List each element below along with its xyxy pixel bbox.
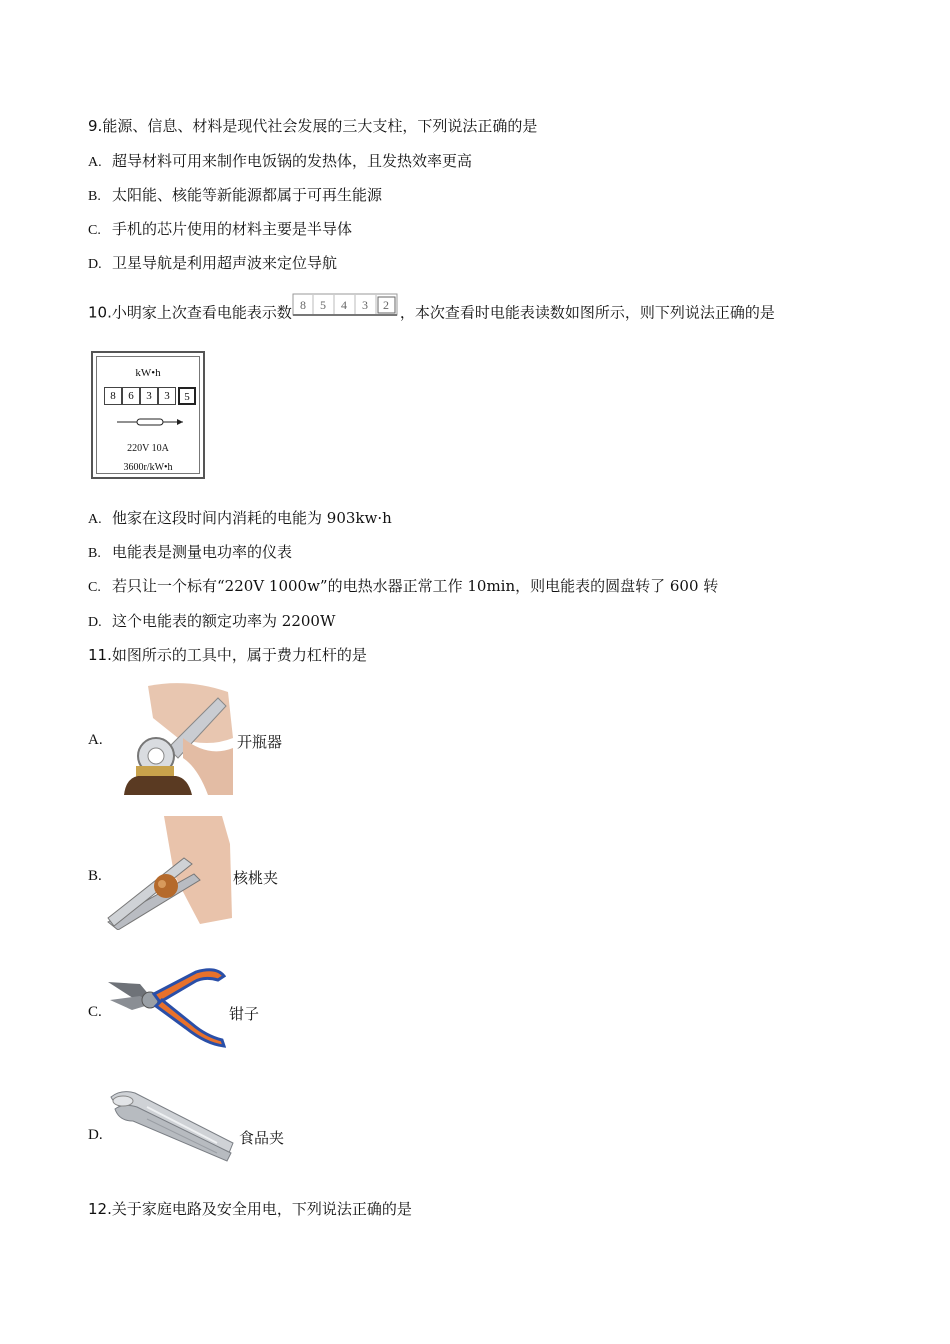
previous-meter-digits-graphic (292, 293, 400, 317)
q9-option-b-letter: B. (88, 189, 101, 204)
q11-option-b-text: 核桃夹 (233, 869, 279, 887)
prev-digit-3: 4 (340, 298, 347, 312)
prev-digit-2: 5 (319, 298, 326, 312)
q11-option-d-text: 食品夹 (239, 1129, 285, 1147)
q9-option-d-letter: D. (88, 257, 102, 272)
q11-option-a-letter: A. (88, 732, 103, 748)
electric-meter-figure (91, 351, 205, 479)
pliers-image (106, 966, 226, 1048)
q11-stem: 如图所示的工具中，属于费力杠杆的是 (111, 646, 367, 664)
q10-option-a (88, 508, 392, 530)
q10-option-b-text: 电能表是测量电功率的仪表 (112, 543, 293, 561)
meter-constant: 3600r/kW•h (123, 462, 173, 473)
food-tongs-image (107, 1087, 237, 1163)
q11-number: 11. (88, 646, 112, 664)
q10-number: 10. (88, 303, 112, 322)
q11-stem-line (88, 645, 367, 665)
q9-stem-line (88, 116, 537, 136)
q10-option-d-text: 这个电能表的额定功率为 2200W (112, 612, 336, 630)
meter-face (96, 356, 200, 474)
q10-option-c (88, 576, 718, 598)
meter-digit-3: 3 (140, 387, 158, 405)
q12-number: 12. (88, 1200, 112, 1218)
q9-option-c-text: 手机的芯片使用的材料主要是半导体 (112, 220, 353, 238)
q9-option-d-text: 卫星导航是利用超声波来定位导航 (112, 254, 338, 272)
q9-option-c (88, 219, 352, 241)
q11-option-b-letter: B. (88, 868, 102, 884)
meter-digit-1: 8 (104, 387, 122, 405)
q11-option-d-letter: D. (88, 1127, 103, 1143)
q9-option-b (88, 185, 382, 207)
q10-option-d (88, 611, 335, 633)
q10-option-b-letter: B. (88, 546, 101, 561)
meter-digits (104, 387, 196, 405)
nutcracker-image (104, 814, 232, 930)
meter-unit: kW•h (135, 367, 161, 379)
q9-option-b-text: 太阳能、核能等新能源都属于可再生能源 (112, 186, 383, 204)
q11-option-a-text: 开瓶器 (237, 733, 283, 751)
q12-stem: 关于家庭电路及安全用电，下列说法正确的是 (111, 1200, 412, 1218)
q11-option-c-text: 钳子 (229, 1005, 260, 1023)
meter-disc-indicator-icon (115, 417, 185, 427)
meter-rating: 220V 10A (127, 443, 169, 454)
q9-number: 9. (88, 117, 103, 135)
q10-stem-after: ，本次查看时电能表读数如图所示，则下列说法正确的是 (399, 303, 775, 322)
q9-option-d (88, 253, 337, 275)
q10-option-a-letter: A. (88, 512, 102, 527)
previous-meter-reading (292, 293, 400, 322)
q10-option-b (88, 542, 292, 564)
meter-digit-2: 6 (122, 387, 140, 405)
q10-option-c-text: 若只让一个标有“220V 1000w”的电热水器正常工作 10min，则电能表的圆盘转了 600 转 (112, 577, 719, 595)
prev-digit-1: 8 (299, 298, 306, 312)
q10-option-d-letter: D. (88, 615, 102, 630)
q11-option-c-letter: C. (88, 1004, 102, 1020)
q12-stem-line (88, 1199, 412, 1219)
meter-digit-4: 3 (158, 387, 176, 405)
q9-option-a (88, 151, 472, 173)
q9-option-a-text: 超导材料可用来制作电饭锅的发热体，且发热效率更高 (112, 152, 473, 170)
q10-option-c-letter: C. (88, 580, 101, 595)
q9-option-c-letter: C. (88, 223, 101, 238)
prev-digit-4: 3 (361, 298, 368, 312)
prev-digit-5: 2 (382, 298, 389, 312)
q9-stem: 能源、信息、材料是现代社会发展的三大支柱，下列说法正确的是 (102, 117, 538, 135)
meter-digit-5: 5 (178, 387, 196, 405)
bottle-opener-image (108, 678, 233, 795)
q10-stem-before: 小明家上次查看电能表示数 (111, 303, 292, 322)
q10-stem-line (88, 299, 775, 328)
q10-option-a-text: 他家在这段时间内消耗的电能为 903kw·h (112, 509, 392, 527)
q9-option-a-letter: A. (88, 155, 102, 170)
